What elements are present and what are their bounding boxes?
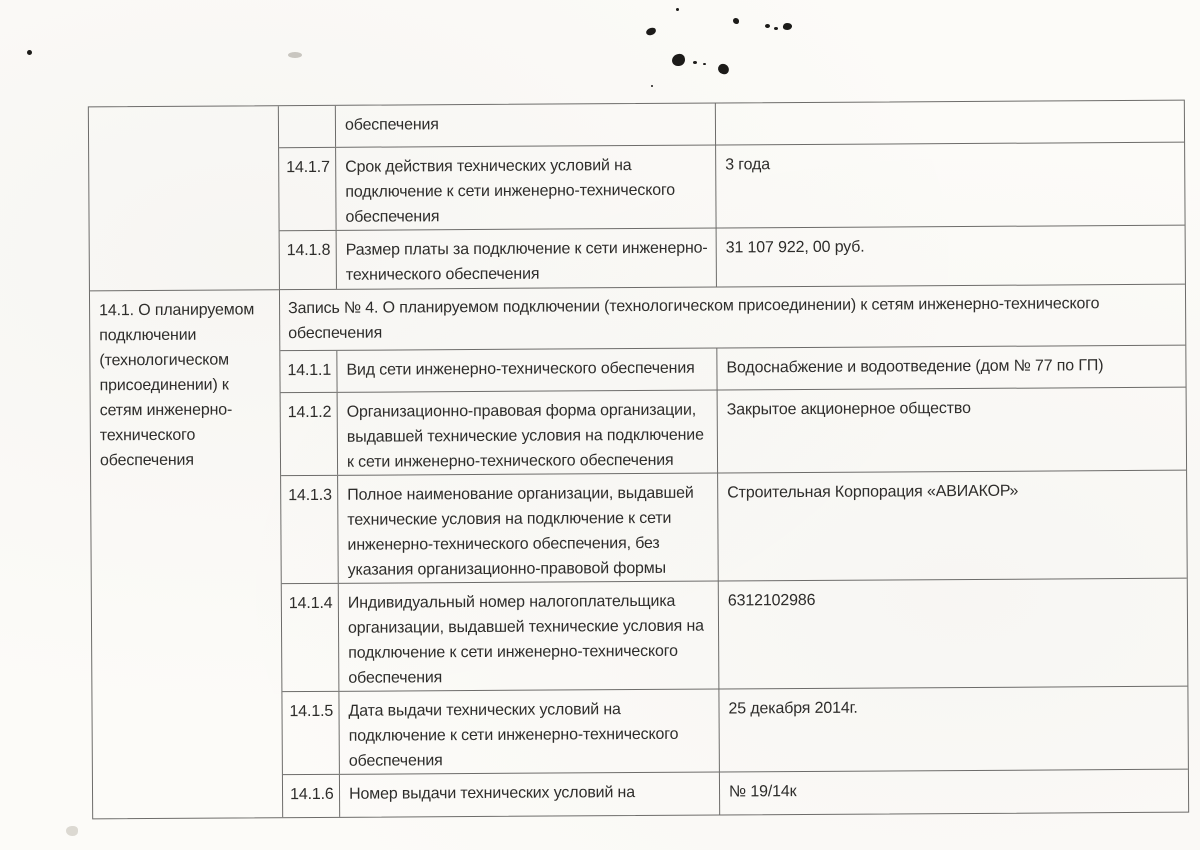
- row-number: 14.1.5: [282, 692, 339, 774]
- table-row: [283, 770, 1188, 818]
- row-value: 25 декабря 2014г.: [728, 699, 858, 718]
- row-label: Номер выдачи технических условий на: [340, 773, 720, 817]
- row-number: 14.1.4: [282, 584, 340, 691]
- table-row: [280, 346, 1185, 394]
- ink-speck: [693, 61, 697, 64]
- section-header: Запись № 4. О планируемом подключении (технологическом присоединении) к сетям инженерно-технического обеспечения: [288, 295, 1100, 343]
- row-number: [279, 106, 336, 147]
- category-column: [89, 106, 283, 818]
- faint-smudge: [288, 52, 302, 58]
- row-value: [716, 101, 1184, 145]
- ink-speck: [645, 27, 656, 36]
- row-label: обеспечения: [336, 104, 716, 147]
- table-rows-column: [279, 101, 1188, 818]
- row-value: 3 года: [725, 156, 770, 174]
- ink-speck: [783, 22, 793, 30]
- category-cell-continuation: [89, 106, 279, 291]
- row-value: 31 107 922, 00 руб.: [725, 238, 865, 257]
- table-row: [279, 101, 1184, 149]
- ink-speck: [733, 18, 739, 24]
- section-header-row: [280, 285, 1185, 352]
- row-number: 14.1.1: [280, 351, 337, 392]
- row-number: 14.1.7: [279, 148, 336, 230]
- document-table: [88, 100, 1189, 820]
- row-number: 14.1.2: [281, 393, 338, 475]
- ink-speck: [676, 8, 679, 11]
- ink-speck: [672, 53, 686, 66]
- table-row: [282, 687, 1187, 776]
- row-number: 14.1.6: [283, 775, 340, 817]
- ink-speck: [765, 24, 770, 28]
- row-value: № 19/14к: [728, 783, 797, 801]
- table-row: [281, 388, 1186, 477]
- row-label: Срок действия технических условий на подключение к сети инженерно-технического обеспечения: [336, 146, 716, 230]
- row-value: Закрытое акционерное общество: [726, 399, 971, 419]
- ink-speck: [717, 63, 730, 75]
- row-label: Размер платы за подключение к сети инженерно-технического обеспечения: [337, 229, 717, 289]
- table-row: [282, 579, 1188, 693]
- row-label: Полное наименование организации, выдавшей технические условия на подключение к сети инженерно-технического обеспечения, без указания организационно-правовой формы: [338, 474, 719, 583]
- row-label: Дата выдачи технических условий на подключение к сети инженерно-технического обеспечения: [339, 690, 719, 774]
- row-value: Строительная Корпорация «АВИАКОР»: [727, 482, 1019, 502]
- row-label: Индивидуальный номер налогоплательщика организации, выдавшей технические условия на подключение к сети инженерно-технического обеспечения: [339, 582, 720, 691]
- row-value: Водоснабжение и водоотведение (дом № 77 по ГП): [726, 357, 1104, 377]
- table-row: [279, 143, 1184, 232]
- row-number: 14.1.8: [280, 231, 337, 289]
- ink-speck: [703, 63, 706, 65]
- row-value: 6312102986: [727, 591, 816, 610]
- row-number: 14.1.3: [281, 476, 339, 583]
- table-row: [281, 471, 1187, 585]
- row-label: Вид сети инженерно-технического обеспечения: [337, 349, 717, 392]
- row-label: Организационно-правовая форма организации, выдавшей технические условия на подключение к сети инженерно-технического обеспечения: [338, 391, 718, 475]
- ink-speck: [774, 27, 778, 30]
- table-row: [280, 226, 1185, 291]
- ink-speck: [27, 50, 32, 55]
- category-cell-14-1: 14.1. О планируемом подключении (технологическом присоединении) к сетям инженерно-технического обеспечения: [99, 301, 255, 470]
- ink-speck: [651, 85, 653, 87]
- faint-smudge: [66, 826, 78, 836]
